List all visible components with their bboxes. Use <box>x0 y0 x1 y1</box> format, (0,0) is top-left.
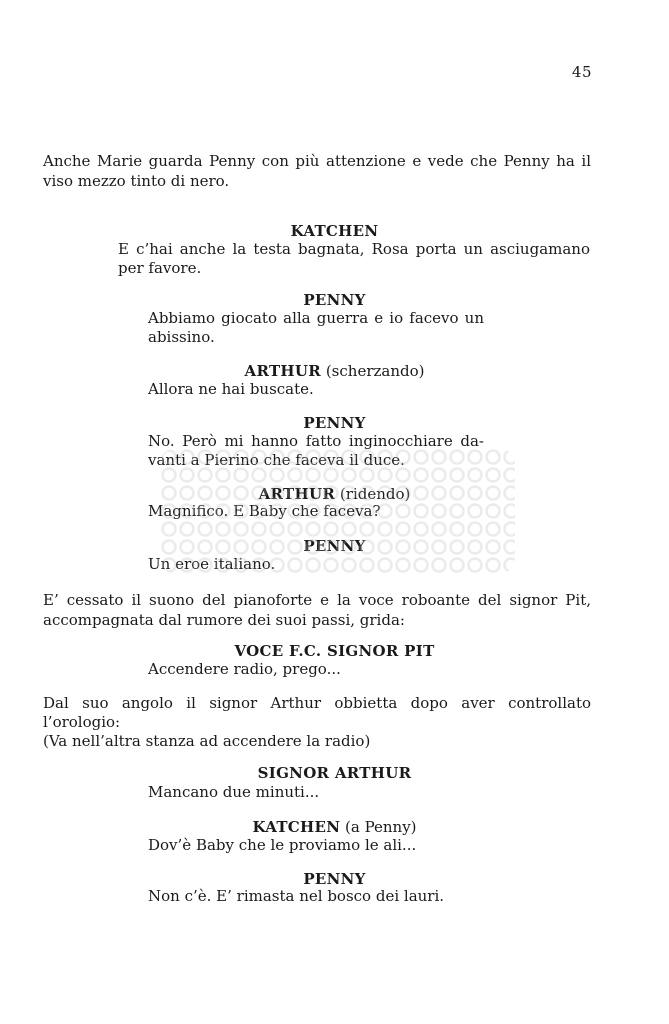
speaker-heading <box>0 869 669 889</box>
dialogue-line: Dov’è Baby che le proviamo le ali... <box>148 836 417 854</box>
speaker-name: PENNY <box>303 870 366 888</box>
narration-line: E’ cessato il suono del pianoforte e la voce roboante del signor Pit, <box>43 591 591 609</box>
dialogue-block <box>148 836 484 855</box>
speaker-name: PENNY <box>303 537 366 555</box>
dialogue-line: No. Però mi hanno fatto inginocchiare da- <box>148 432 484 450</box>
dialogue-block <box>148 309 484 347</box>
speaker-heading <box>0 221 669 241</box>
dialogue-line: Un eroe italiano. <box>148 555 276 573</box>
dialogue-line: E c’hai anche la testa bagnata, Rosa porta un asciugamano <box>118 240 590 258</box>
narration-line: Anche Marie guarda Penny con più attenzione e vede che Penny ha il <box>43 152 591 170</box>
narration-paragraph <box>43 694 591 751</box>
dialogue-line: Mancano due minuti... <box>148 783 320 801</box>
speaker-name: PENNY <box>303 291 366 309</box>
narration-line: l’orologio: <box>43 713 121 731</box>
speaker-heading <box>0 361 669 381</box>
narration-paragraph <box>43 151 591 191</box>
dialogue-line: vanti a Pierino che faceva il duce. <box>148 451 405 469</box>
speaker-name: ARTHUR <box>258 485 336 503</box>
speaker-heading <box>0 536 669 556</box>
dialogue-line: per favore. <box>118 259 202 277</box>
dialogue-block <box>148 555 484 574</box>
speaker-name: ARTHUR <box>244 362 322 380</box>
dialogue-block <box>148 783 484 802</box>
stage-direction: (scherzando) <box>325 362 425 380</box>
dialogue-line: Accendere radio, prego... <box>148 660 341 678</box>
speaker-name: VOCE F.C. SIGNOR PIT <box>234 642 435 660</box>
dialogue-line: Abbiamo giocato alla guerra e io facevo un <box>148 309 484 327</box>
stage-direction: (a Penny) <box>345 818 417 836</box>
speaker-heading <box>0 484 669 504</box>
dialogue-line: abissino. <box>148 328 215 346</box>
speaker-name: KATCHEN <box>252 818 341 836</box>
dialogue-block <box>148 887 484 906</box>
dialogue-block <box>148 380 484 399</box>
dialogue-block <box>148 660 484 679</box>
dialogue-line: Non c’è. E’ rimasta nel bosco dei lauri. <box>148 887 445 905</box>
dialogue-block <box>148 432 484 470</box>
dialogue-line: Allora ne hai buscate. <box>148 380 314 398</box>
narration-line: Dal suo angolo il signor Arthur obbietta dopo aver controllato <box>43 694 591 712</box>
speaker-heading <box>0 413 669 433</box>
dialogue-line: Magnifico. E Baby che faceva? <box>148 502 381 520</box>
speaker-name: KATCHEN <box>290 222 379 240</box>
narration-paragraph <box>43 590 591 630</box>
speaker-heading <box>0 290 669 310</box>
speaker-heading <box>0 763 669 783</box>
speaker-name: SIGNOR ARTHUR <box>257 764 412 782</box>
speaker-name: PENNY <box>303 414 366 432</box>
stage-direction: (ridendo) <box>339 485 411 503</box>
page-number: 45 <box>571 63 592 81</box>
speaker-heading <box>0 817 669 837</box>
narration-line: viso mezzo tinto di nero. <box>43 172 230 190</box>
dialogue-block <box>118 240 590 278</box>
speaker-heading <box>0 641 669 661</box>
narration-line: accompagnata dal rumore dei suoi passi, grida: <box>43 611 405 629</box>
narration-line: (Va nell’altra stanza ad accendere la radio) <box>43 732 371 750</box>
dialogue-block <box>148 502 484 521</box>
